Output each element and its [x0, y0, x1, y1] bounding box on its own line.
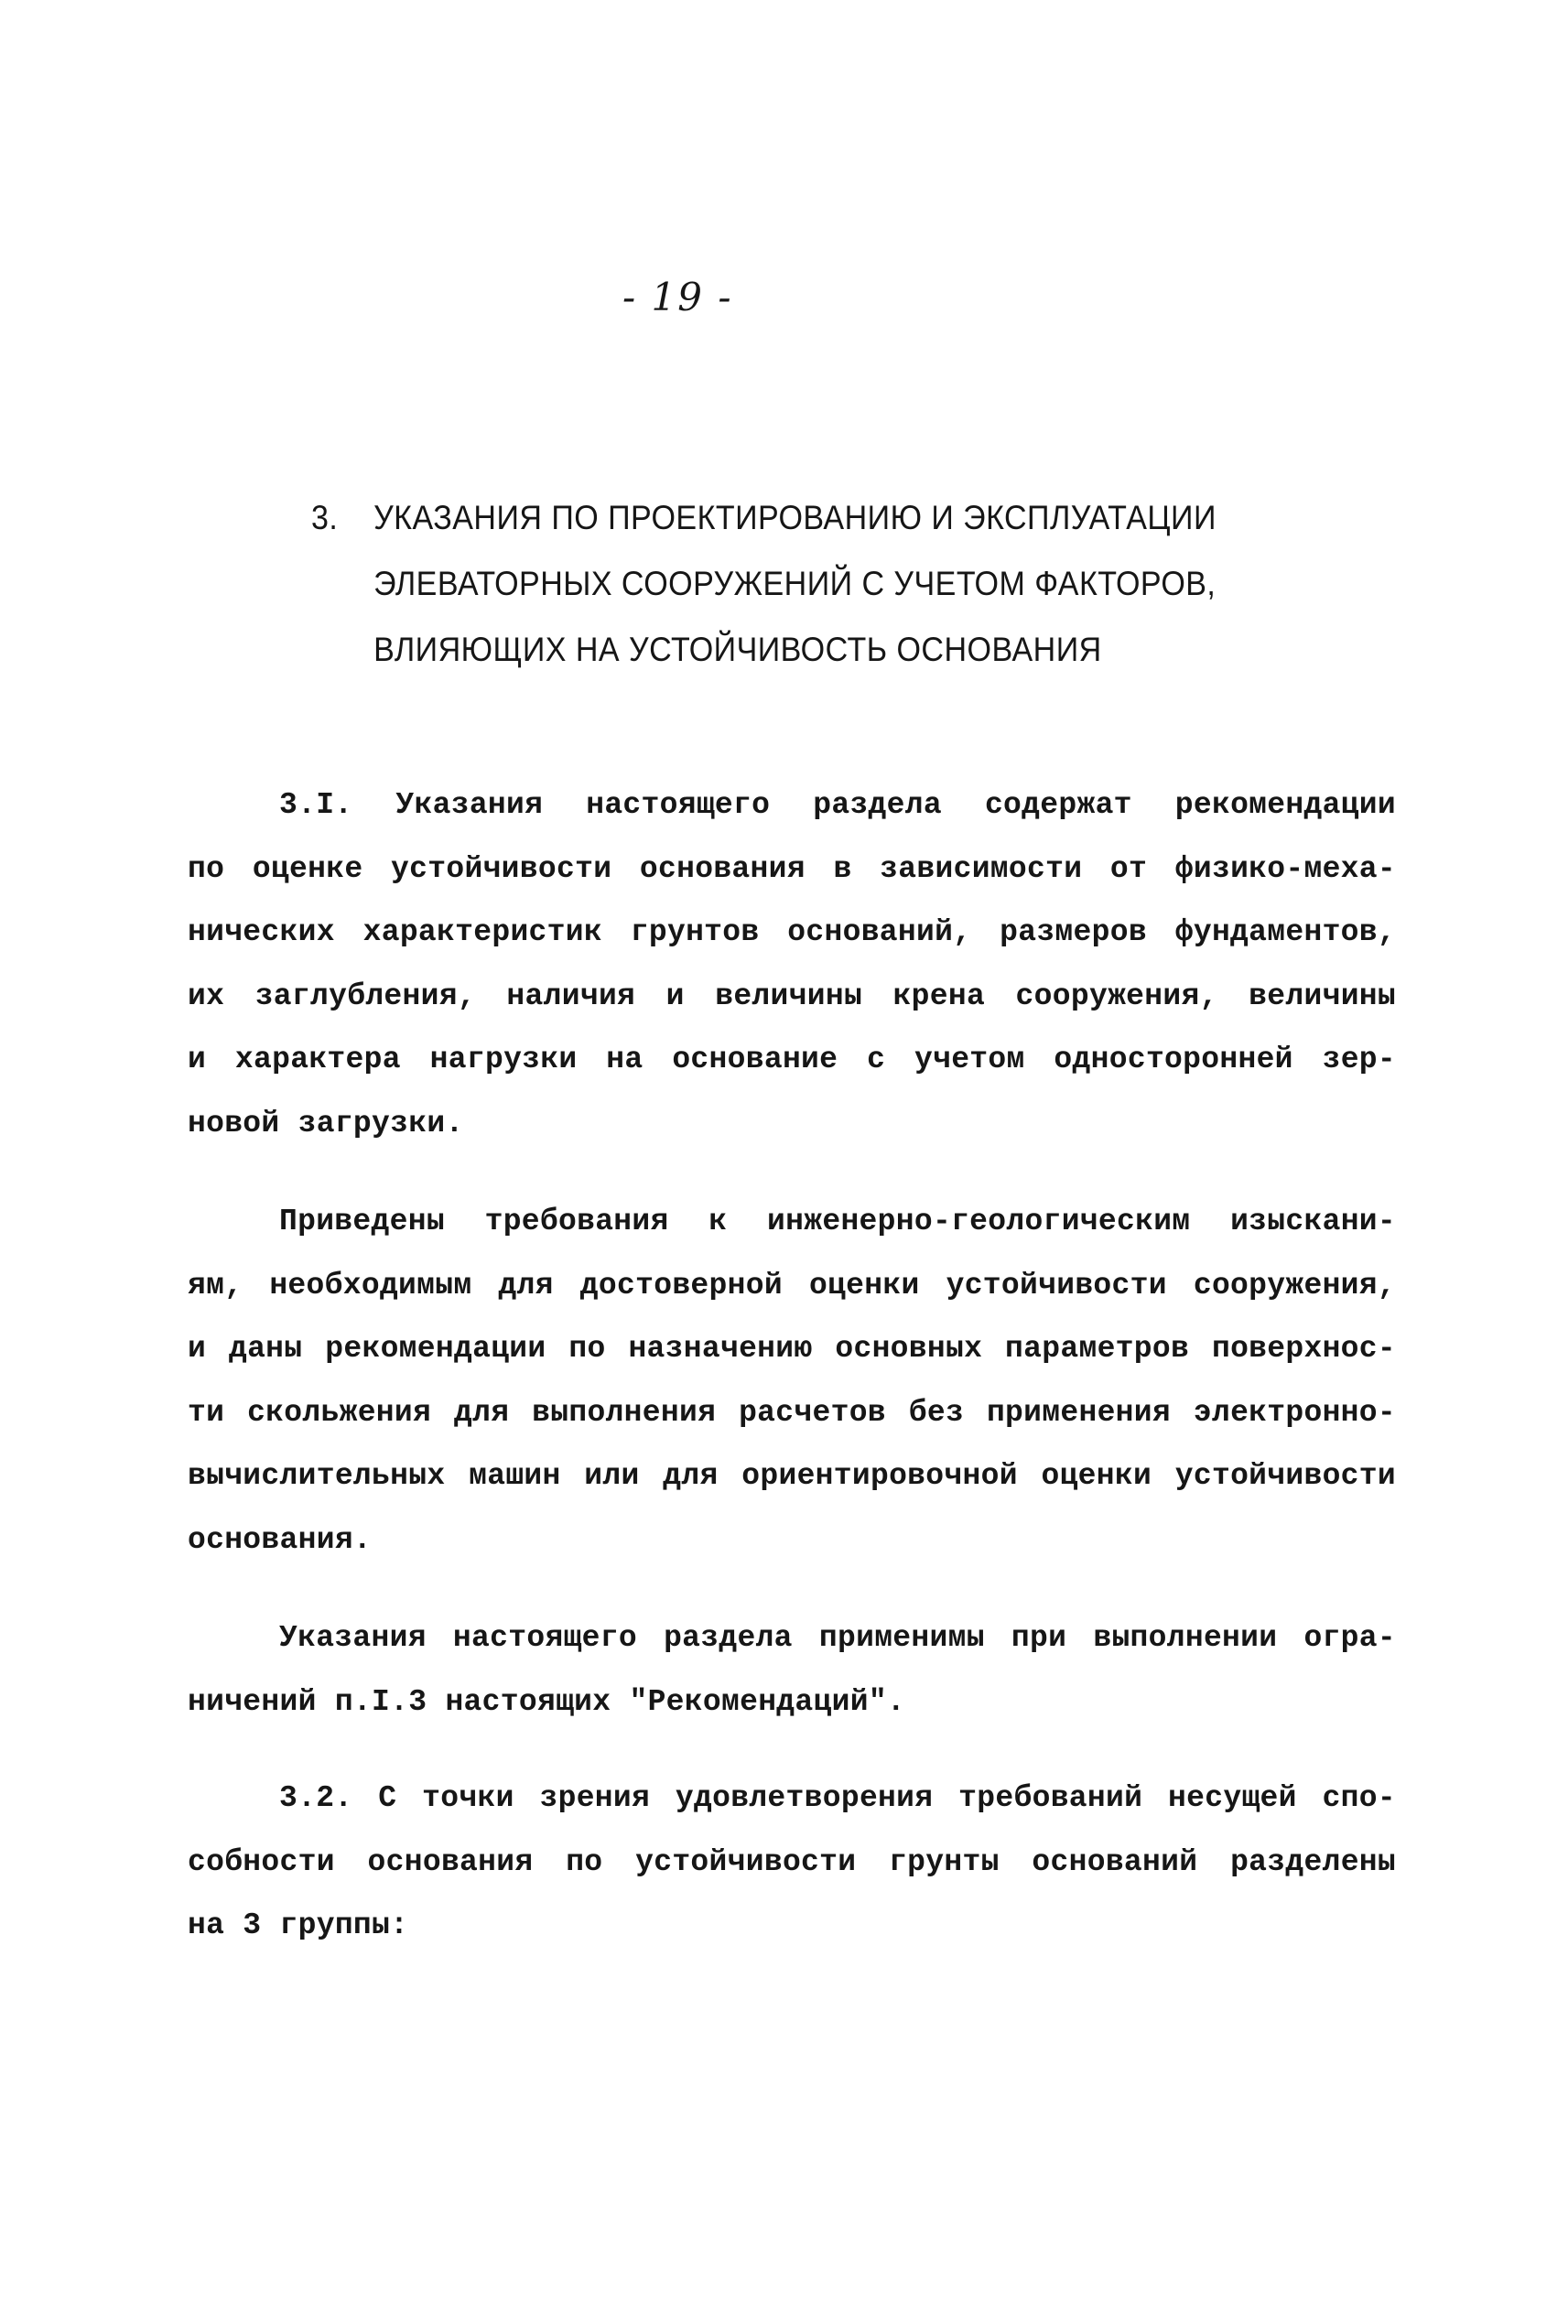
text-line: 3.I. Указания настоящего раздела содержат рекомендации: [279, 788, 1396, 822]
text-line: ничений п.I.3 настоящих "Рекомендаций".: [188, 1684, 906, 1719]
section-number: 3.: [311, 499, 339, 536]
text-line: и характера нагрузки на основание с учетом односторонней зер-: [188, 1043, 1396, 1076]
page-number: - 19 -: [622, 275, 733, 319]
text-line: Указания настоящего раздела применимы при выполнении огра-: [279, 1621, 1396, 1655]
heading-line: ВЛИЯЮЩИХ НА УСТОЙЧИВОСТЬ ОСНОВАНИЯ: [373, 631, 1102, 668]
section-heading: [311, 485, 1217, 683]
text-line: по оценке устойчивости основания в зависимости от физико-меха-: [188, 851, 1396, 886]
heading-text: УКАЗАНИЯ ПО ПРОЕКТИРОВАНИЮ И ЭКСПЛУАТАЦИИ: [373, 499, 1217, 536]
text-line: и даны рекомендации по назначению основных параметров поверхнос-: [188, 1332, 1396, 1366]
text-line: ти скольжения для выполнения расчетов без применения электронно-: [188, 1395, 1396, 1430]
text-line: 3.2. С точки зрения удовлетворения требований несущей спо-: [279, 1781, 1396, 1815]
paragraph-applicability: [188, 1606, 1396, 1734]
heading-line: ЭЛЕВАТОРНЫХ СООРУЖЕНИЙ С УЧЕТОМ ФАКТОРОВ,: [373, 565, 1217, 602]
text-line: основания.: [188, 1522, 373, 1557]
paragraph-3-2: [188, 1767, 1396, 1958]
text-line: новой загрузки.: [188, 1106, 464, 1140]
text-line: Приведены требования к инженерно-геологическим изыскани-: [279, 1205, 1396, 1238]
text-line: вычислительных машин или для ориентировочной оценки устойчивости: [188, 1459, 1396, 1493]
text-line: ям, необходимым для достоверной оценки устойчивости сооружения,: [188, 1268, 1396, 1303]
text-line: на 3 группы:: [188, 1908, 409, 1942]
text-line: собности основания по устойчивости грунты оснований разделены: [188, 1844, 1396, 1879]
heading-line: [311, 485, 1217, 551]
paragraph-3-1: [188, 773, 1396, 1155]
text-line: нических характеристик грунтов оснований, размеров фундаментов,: [188, 915, 1396, 949]
paragraph-requirements: [188, 1190, 1396, 1572]
text-line: их заглубления, наличия и величины крена сооружения, величины: [188, 978, 1396, 1013]
